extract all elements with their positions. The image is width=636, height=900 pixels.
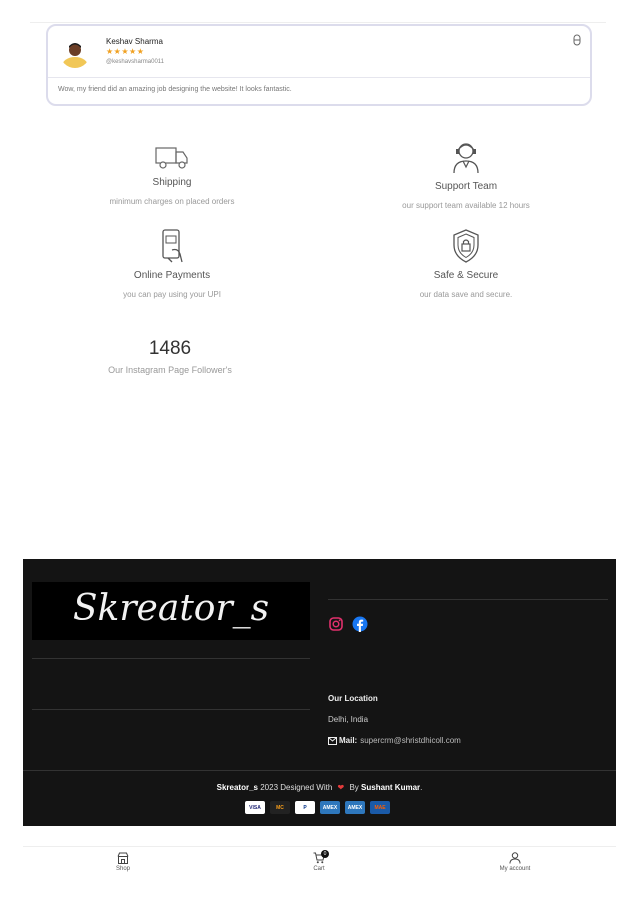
payment-card-icon: AMEX [320, 801, 340, 814]
nav-account-label: My account [499, 866, 531, 872]
footer-divider [328, 599, 608, 600]
user-icon [509, 852, 521, 864]
footer-divider [23, 770, 616, 771]
copyright-brand: Skreator_s [216, 783, 258, 792]
nav-cart[interactable] [299, 852, 339, 872]
truck-icon [154, 143, 190, 171]
logo-text: Skreator_s [72, 588, 270, 629]
feature-desc: our data save and secure. [419, 290, 513, 299]
reviewer-name: Keshav Sharma [106, 37, 163, 46]
feature-desc: you can pay using your UPI [123, 290, 221, 299]
nav-shop[interactable] [103, 852, 143, 872]
review-card [46, 24, 592, 106]
site-footer [23, 559, 616, 826]
review-text: Wow, my friend did an amazing job designing the website! It looks fantastic. [58, 86, 292, 93]
heart-icon: ❤ [337, 783, 345, 792]
copyright-text: Skreator_s 2023 Designed With ❤ By Sushant Kumar. [216, 783, 423, 792]
nav-cart-label: Cart [313, 866, 325, 872]
author-link[interactable]: Sushant Kumar [361, 783, 421, 792]
rating-stars: ★★★★★ [106, 47, 145, 56]
feature-online-payments [62, 228, 282, 299]
payment-methods [245, 801, 390, 814]
reviewer-handle: @keshavsharma0011 [106, 59, 165, 65]
support-agent-icon [450, 139, 482, 175]
instagram-icon[interactable] [328, 616, 344, 632]
footer-logo[interactable] [32, 582, 310, 640]
cart-count-badge: 0 [321, 850, 329, 858]
feature-desc: minimum charges on placed orders [109, 197, 235, 206]
payment-card-icon: VISA [245, 801, 265, 814]
location-heading: Our Location [328, 694, 378, 703]
feature-support-team [356, 139, 576, 210]
nav-shop-label: Shop [115, 866, 130, 872]
bottom-nav-divider [23, 846, 616, 847]
feature-safe-secure [356, 228, 576, 299]
copyright-year-text: 2023 Designed With [260, 783, 333, 792]
mail-address-link[interactable]: supercrm@shristdhicoll.com [360, 736, 461, 745]
facebook-icon[interactable] [352, 616, 368, 632]
footer-divider [32, 658, 310, 659]
mail-label: Mail: [339, 736, 358, 745]
payment-card-icon: P [295, 801, 315, 814]
feature-desc: our support team available 12 hours [402, 201, 530, 210]
review-divider [48, 77, 590, 78]
feature-shipping [62, 143, 282, 206]
payment-card-icon: AMEX [345, 801, 365, 814]
copyright-by: By [349, 783, 359, 792]
feature-title: Support Team [434, 181, 498, 192]
instagram-follower-counter [60, 338, 280, 375]
store-icon [117, 852, 129, 864]
reviewer-avatar [60, 38, 90, 68]
top-divider [30, 22, 606, 23]
feature-title: Safe & Secure [433, 270, 499, 281]
follower-count: 1486 [148, 338, 192, 359]
phone-payment-icon [158, 228, 186, 264]
shield-lock-icon [451, 228, 481, 264]
feature-title: Shipping [152, 177, 192, 188]
mail-icon [328, 737, 337, 745]
payment-card-icon: MC [270, 801, 290, 814]
feature-title: Online Payments [133, 270, 211, 281]
payment-card-icon: MAE [370, 801, 390, 814]
nav-my-account[interactable] [495, 852, 535, 872]
follower-count-label: Our Instagram Page Follower's [108, 365, 232, 375]
mail-row [328, 736, 461, 745]
location-value: Delhi, India [328, 715, 369, 724]
review-options-icon[interactable] [572, 34, 582, 46]
footer-divider [32, 709, 310, 710]
